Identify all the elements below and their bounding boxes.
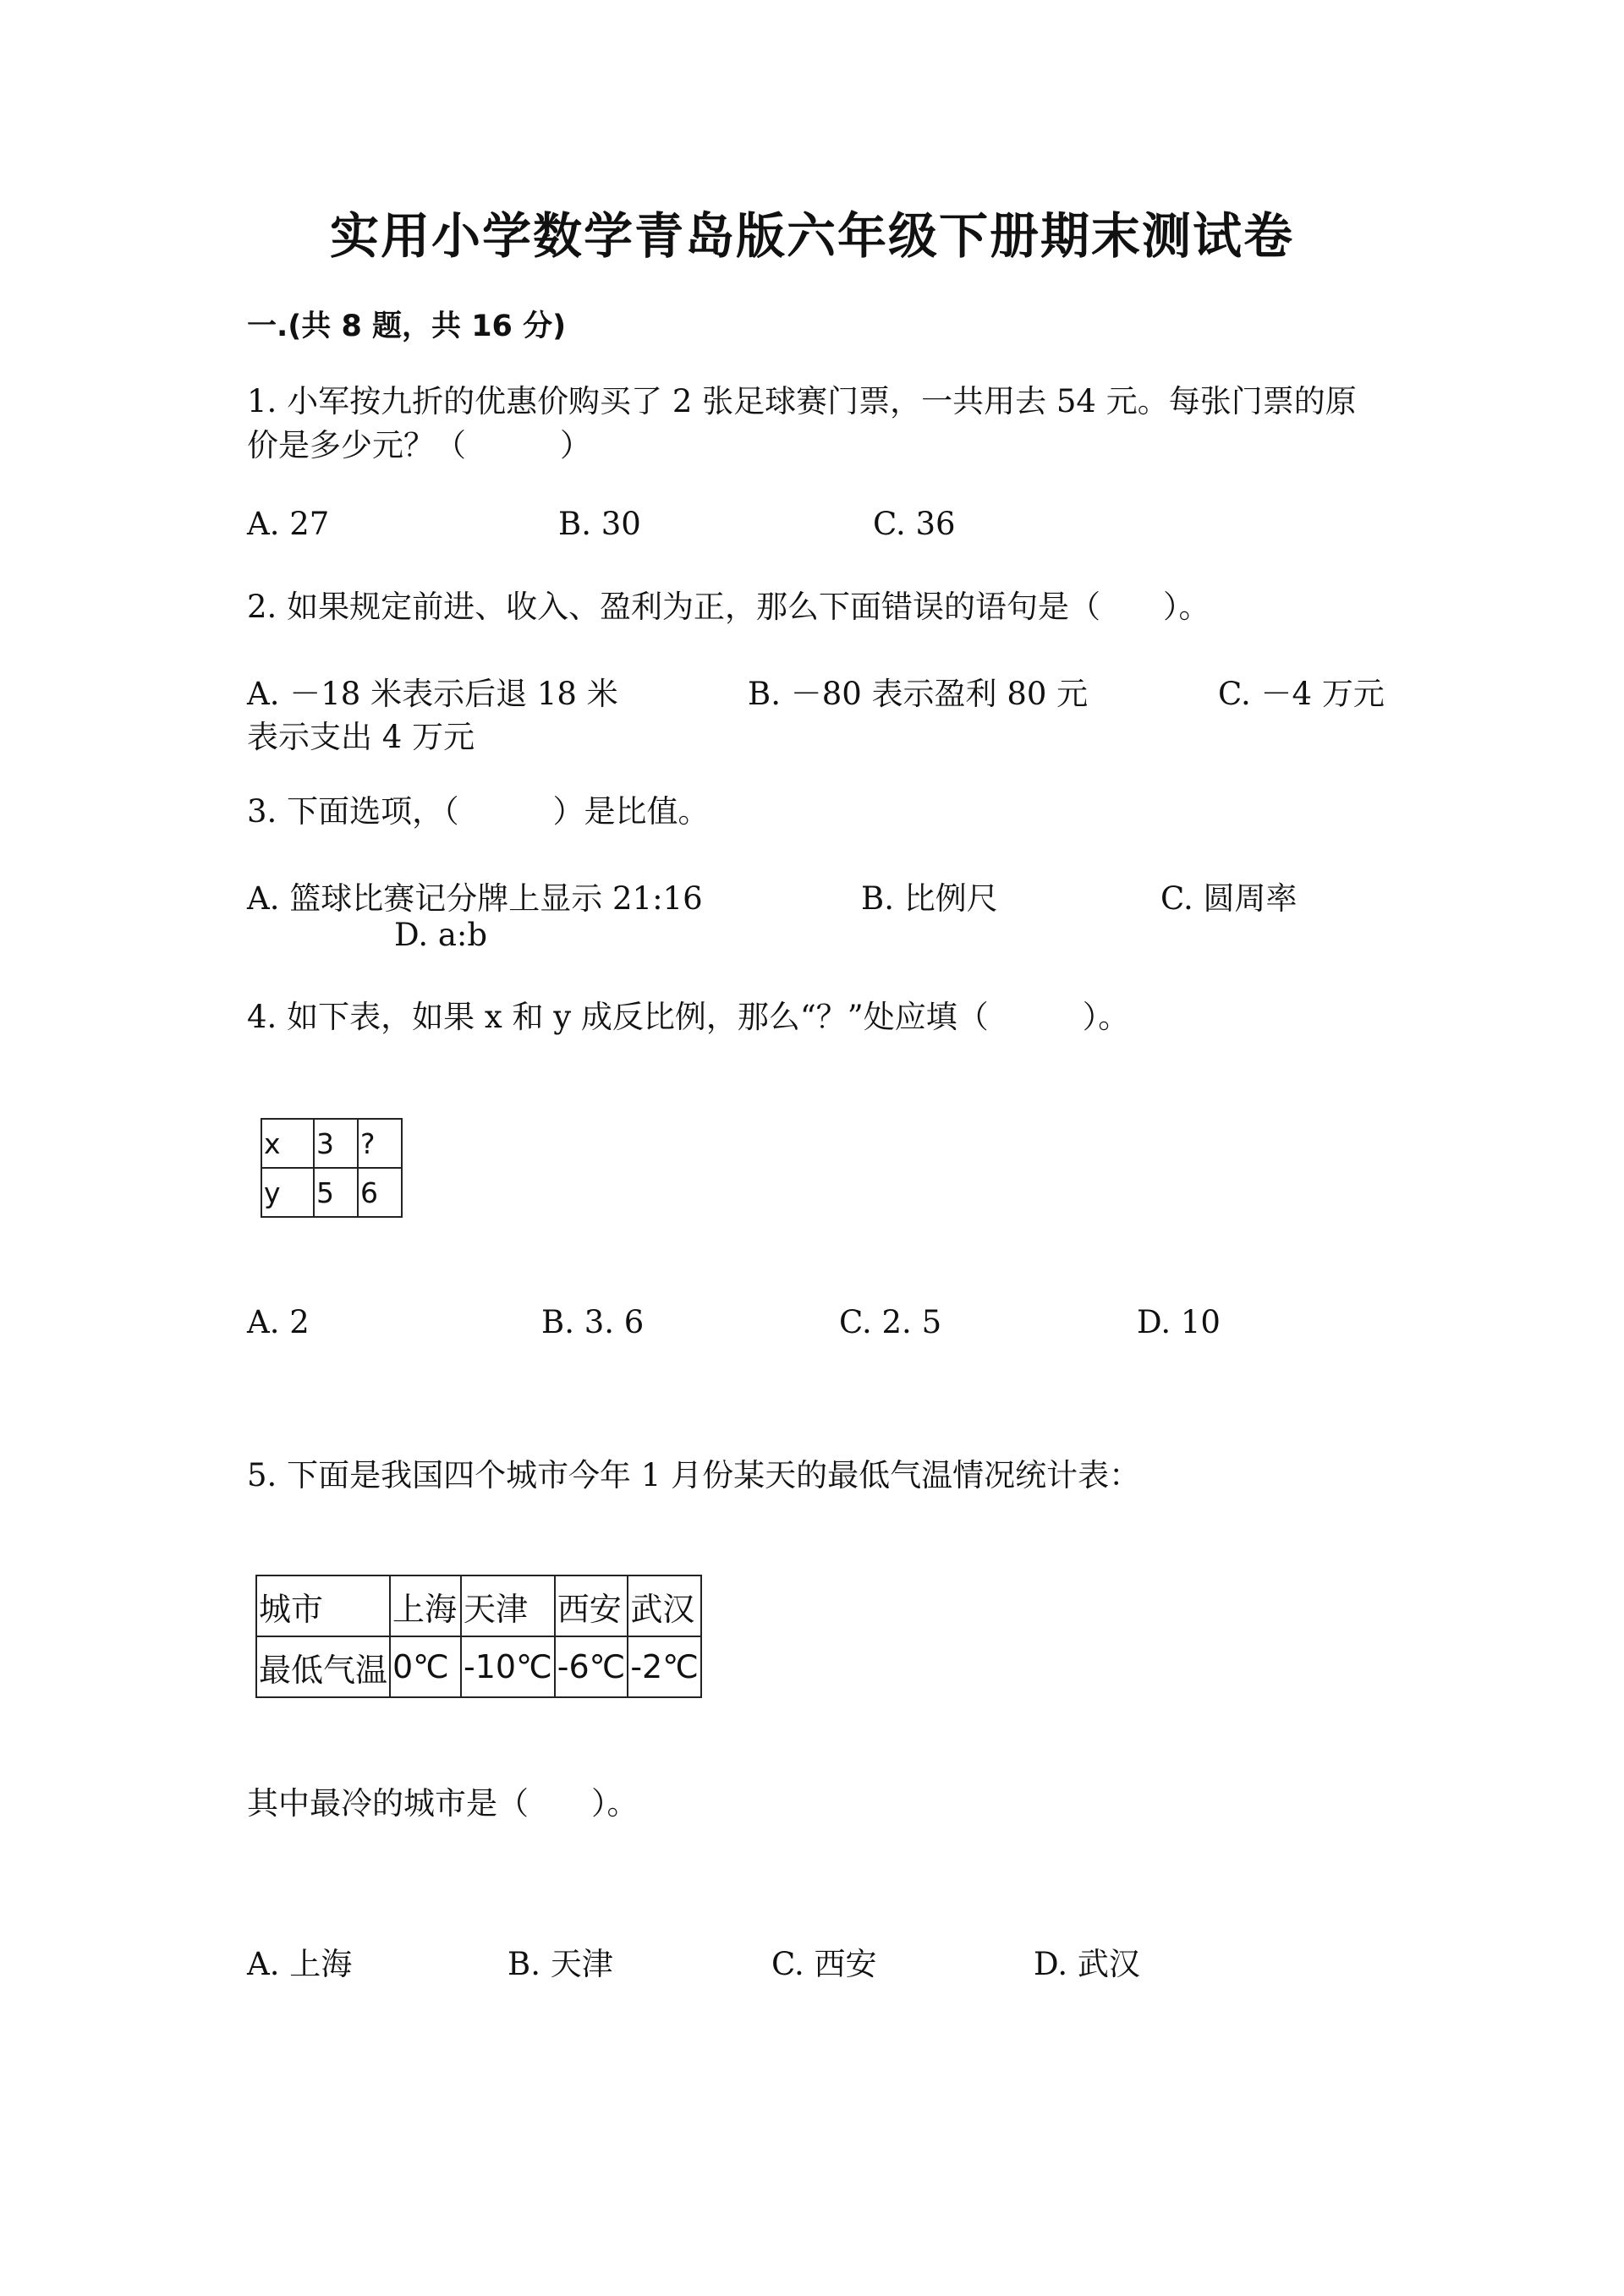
table-cell: ? xyxy=(358,1119,402,1168)
question-1-option-c: C. 36 xyxy=(873,506,956,542)
question-2-line-1: 2. 如果规定前进、收入、盈利为正，那么下面错误的语句是（ ）。 xyxy=(247,589,1210,625)
table-row xyxy=(256,1636,701,1697)
table-cell: 最低气温 xyxy=(256,1636,390,1697)
question-4-option-b: B. 3. 6 xyxy=(541,1304,645,1340)
question-2-option-c-continued: 表示支出 4 万元 xyxy=(247,719,475,755)
table-cell: 武汉 xyxy=(628,1575,701,1636)
table-cell: -10℃ xyxy=(461,1636,555,1697)
question-3-option-d: D. a:b xyxy=(394,917,488,953)
question-2-option-b: B. －80 表示盈利 80 元 xyxy=(748,676,1089,712)
table-row xyxy=(261,1168,402,1217)
table-row xyxy=(261,1119,402,1168)
section-header: 一.(共 8 题，共 16 分) xyxy=(247,310,567,343)
question-1-option-b: B. 30 xyxy=(558,506,641,542)
question-5-option-a: A. 上海 xyxy=(247,1946,353,1982)
question-3-line-1: 3. 下面选项，（ ）是比值。 xyxy=(247,793,710,830)
temperature-table xyxy=(255,1575,702,1698)
question-5-option-d: D. 武汉 xyxy=(1034,1946,1140,1982)
question-3-option-b: B. 比例尺 xyxy=(861,880,998,917)
table-cell: y xyxy=(261,1168,314,1217)
question-4-option-a: A. 2 xyxy=(247,1304,310,1340)
question-1-line-2: 价是多少元？（ ） xyxy=(247,427,591,463)
question-4-line-1: 4. 如下表，如果 x 和 y 成反比例，那么“？”处应填（ ）。 xyxy=(247,999,1130,1035)
question-2-option-a: A. －18 米表示后退 18 米 xyxy=(247,676,618,712)
table-cell: 天津 xyxy=(461,1575,555,1636)
question-5-line-1: 5. 下面是我国四个城市今年 1 月份某天的最低气温情况统计表： xyxy=(247,1457,1141,1493)
table-cell: 城市 xyxy=(256,1575,390,1636)
table-cell: 3 xyxy=(314,1119,358,1168)
question-1-line-1: 1. 小军按九折的优惠价购买了 2 张足球赛门票，一共用去 54 元。每张门票的原 xyxy=(247,383,1357,419)
table-cell: 6 xyxy=(358,1168,402,1217)
question-1-option-a: A. 27 xyxy=(247,506,330,542)
question-4-option-d: D. 10 xyxy=(1137,1304,1221,1340)
table-cell: 西安 xyxy=(555,1575,628,1636)
question-3-option-a: A. 篮球比赛记分牌上显示 21:16 xyxy=(247,880,703,917)
table-row xyxy=(256,1575,701,1636)
table-cell: 上海 xyxy=(390,1575,461,1636)
question-3-option-c: C. 圆周率 xyxy=(1160,880,1298,917)
page-title: 实用小学数学青岛版六年级下册期末测试卷 xyxy=(329,207,1294,265)
table-cell: x xyxy=(261,1119,314,1168)
question-2-option-c: C. －4 万元 xyxy=(1218,676,1385,712)
table-cell: -2℃ xyxy=(628,1636,701,1697)
question-4-option-c: C. 2. 5 xyxy=(839,1304,942,1340)
question-5-option-b: B. 天津 xyxy=(508,1946,613,1982)
table-cell: 0℃ xyxy=(390,1636,461,1697)
question-5-line-2: 其中最冷的城市是（ ）。 xyxy=(247,1785,639,1822)
question-5-option-c: C. 西安 xyxy=(771,1946,877,1982)
table-cell: -6℃ xyxy=(555,1636,628,1697)
table-cell: 5 xyxy=(314,1168,358,1217)
xy-table xyxy=(261,1118,403,1218)
